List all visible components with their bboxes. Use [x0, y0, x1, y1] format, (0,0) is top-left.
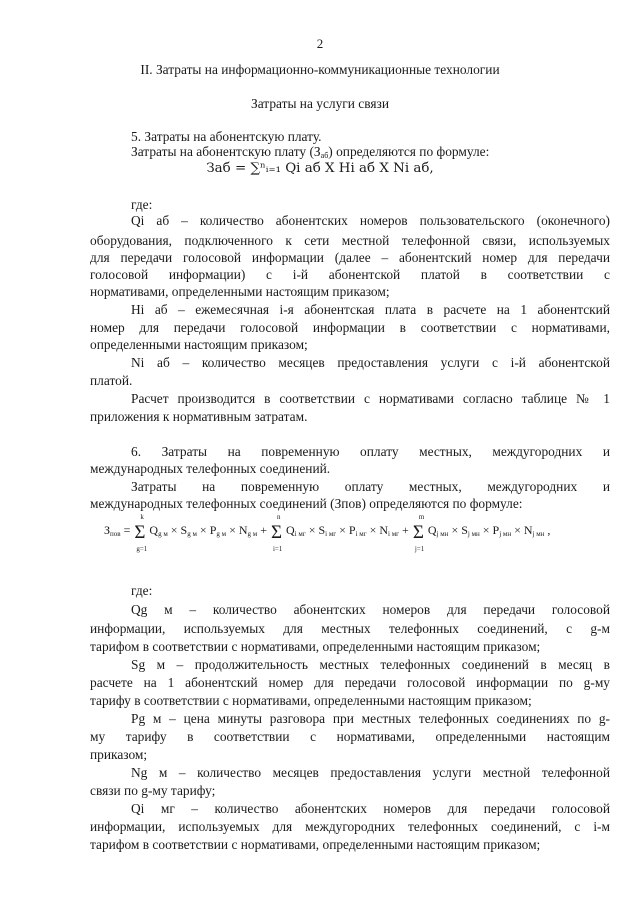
page-number: 2: [316, 36, 324, 51]
p5-intro: Затраты на абонентскую плату $(З_{аб})$ определяются по формуле:: [131, 144, 490, 160]
p6-qi-line: информации, используемых для междугородних телефонных соединений, с i-м: [90, 819, 610, 834]
p6-sg-line: расчете на 1 абонентский номер для передачи голосовой информации по g-му: [90, 675, 610, 690]
p6-ng-line: Ng м – количество месяцев предоставления услуги местной телефонной: [131, 765, 610, 780]
p5-formula: Заб = ∑ⁿᵢ₌₁ Qi аб X Hi аб X Ni аб,: [206, 161, 434, 176]
p5-calc-line: Расчет производится в соответствии с нормативами согласно таблице № 1: [131, 391, 610, 406]
p5-h-line: определенными настоящим приказом;: [90, 337, 308, 352]
p6-intro-line: международных телефонных соединений (Зпов) определяются по формуле:: [90, 496, 523, 511]
p6-qi-line: Qi мг – количество абонентских номеров для передачи голосовой: [131, 801, 610, 816]
section-title: II. Затраты на информационно-коммуникационные технологии: [140, 62, 500, 77]
p6-intro-line: Затраты на повременную оплату местных, междугородних и: [131, 479, 610, 494]
p5-heading: 5. Затраты на абонентскую плату.: [131, 129, 322, 144]
p5-q-line: нормативами, определенными настоящим приказом;: [90, 284, 390, 299]
p6-pg-line: Pg м – цена минуты разговора при местных телефонных соединениях по g-: [131, 711, 610, 726]
p6-formula: Зпов = Σ k g=1 Qg м × Sg м × Pg м × Ng м + Σ n i=1 Qi мг × Si мг × Pi мг × Ni мг + Σ m j=1 Qj мн × Sj мн × Pj мн × Nj мн ,: [104, 513, 551, 553]
p5-h-line: номер для передачи голосовой информации в соответствии с нормативами,: [90, 320, 610, 335]
p6-sg-line: Sg м – продолжительность местных телефонных соединений в месяц в: [131, 657, 610, 672]
p6-qg-line: тарифом в соответствии с нормативами, определенными настоящим приказом;: [90, 639, 541, 654]
p6-heading-line: международных телефонных соединений.: [90, 461, 331, 476]
p6-pg-line: му тарифу в соответствии с нормативами, определенными настоящим: [90, 729, 610, 744]
p5-calc-line: приложения к нормативным затратам.: [90, 409, 308, 424]
p5-q-line: для передачи голосовой информации (далее – абонентский номер для передачи: [90, 250, 610, 265]
p6-sg-line: тарифу в соответствии с нормативами, определенными настоящим приказом;: [90, 693, 532, 708]
p5-q-line: оборудования, подключенного к сети местной телефонной связи, используемых: [90, 233, 610, 248]
p5-h-line: Hi аб – ежемесячная i-я абонентская плата в расчете на 1 абонентский: [131, 302, 610, 317]
p6-heading-line: 6. Затраты на повременную оплату местных, междугородних и: [131, 444, 610, 459]
p5-q-line: Qi аб – количество абонентских номеров пользовательского (оконечного): [131, 213, 610, 228]
p6-ng-line: связи по g-му тарифу;: [90, 783, 216, 798]
p5-n-line: Ni аб – количество месяцев предоставления услуги с i-й абонентской: [131, 355, 610, 370]
subsection-title: Затраты на услуги связи: [251, 96, 389, 111]
p6-qg-line: Qg м – количество абонентских номеров для передачи голосовой: [131, 602, 610, 617]
p6-qg-line: информации, используемых для местных телефонных соединений, с g-м: [90, 621, 610, 636]
p6-where: где:: [131, 583, 153, 598]
p6-pg-line: приказом;: [90, 747, 148, 762]
p5-n-line: платой.: [90, 373, 133, 388]
p5-q-line: голосовой информации) с i-й абонентской платой в соответствии с: [90, 267, 610, 282]
p6-qi-line: тарифом в соответствии с нормативами, определенными настоящим приказом;: [90, 837, 541, 852]
p5-where: где:: [131, 197, 153, 212]
